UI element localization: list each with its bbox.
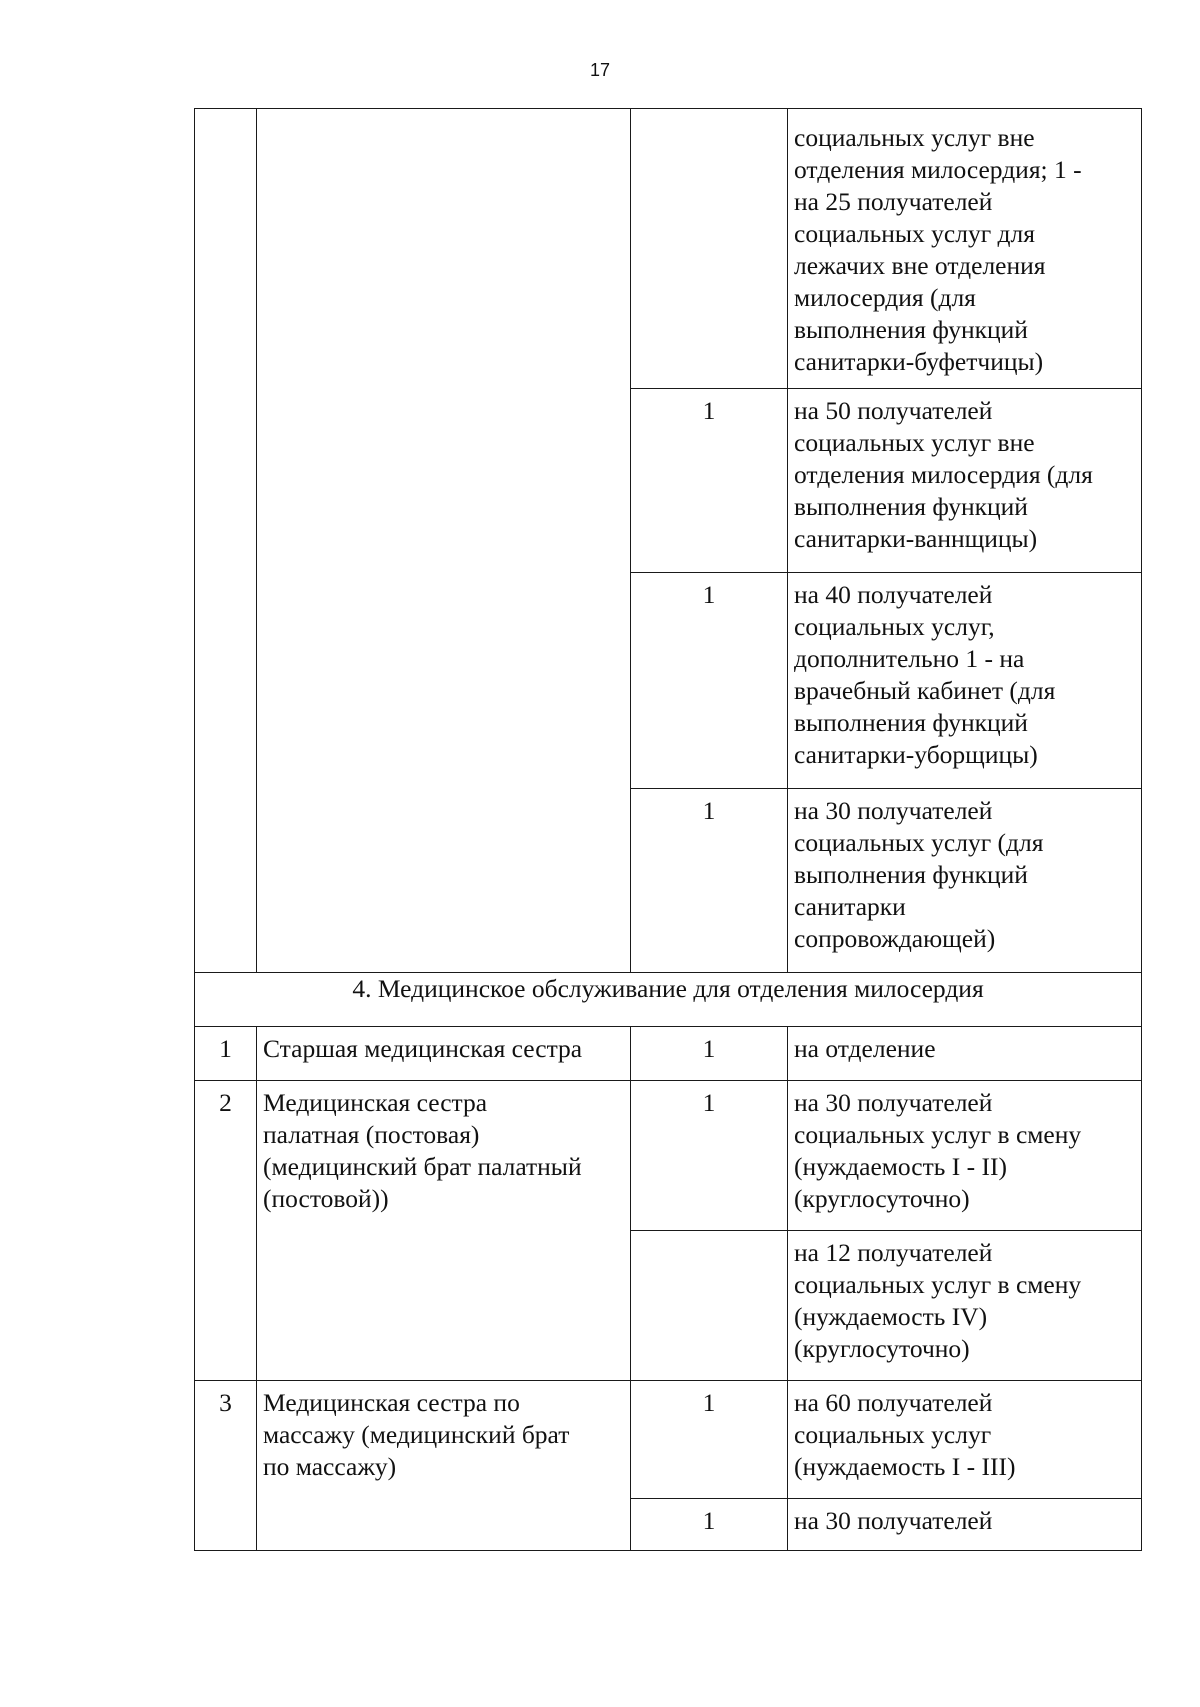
number-cell xyxy=(195,109,257,973)
table-row xyxy=(195,1027,1142,1081)
norm-cell: на 30 получателей социальных услуг в смену (нуждаемость I - II) (круглосуточно) xyxy=(788,1081,1142,1231)
page-number: 17 xyxy=(589,60,611,80)
quantity-cell: 1 xyxy=(631,389,788,573)
quantity-cell xyxy=(631,1231,788,1381)
section-row xyxy=(195,973,1142,1027)
quantity-cell: 1 xyxy=(631,1381,788,1499)
norm-cell: на 30 получателей социальных услуг (для выполнения функций санитарки сопровождающей) xyxy=(788,789,1142,973)
table-row xyxy=(195,1381,1142,1499)
quantity-cell: 1 xyxy=(631,1499,788,1551)
quantity-cell xyxy=(631,109,788,389)
norm-cell: на 40 получателей социальных услуг, дополнительно 1 - на врачебный кабинет (для выполнения функций санитарки-уборщицы) xyxy=(788,573,1142,789)
number-cell: 3 xyxy=(195,1381,257,1551)
section-title: 4. Медицинское обслуживание для отделения милосердия xyxy=(195,973,1142,1027)
norm-cell: на 60 получателей социальных услуг (нуждаемость I - III) xyxy=(788,1381,1142,1499)
position-cell xyxy=(257,109,631,973)
quantity-cell: 1 xyxy=(631,573,788,789)
norm-cell: на 50 получателей социальных услуг вне отделения милосердия (для выполнения функций санитарки-ваннщицы) xyxy=(788,389,1142,573)
position-cell: Медицинская сестра палатная (постовая) (медицинский брат палатный (постовой)) xyxy=(257,1081,631,1381)
norm-cell: социальных услуг вне отделения милосердия; 1 - на 25 получателей социальных услуг для лежачих вне отделения милосердия (для выполнения функций санитарки-буфетчицы) xyxy=(788,109,1142,389)
norm-cell: на отделение xyxy=(788,1027,1142,1081)
position-cell: Старшая медицинская сестра xyxy=(257,1027,631,1081)
norm-cell: на 12 получателей социальных услуг в смену (нуждаемость IV) (круглосуточно) xyxy=(788,1231,1142,1381)
quantity-cell: 1 xyxy=(631,789,788,973)
quantity-cell: 1 xyxy=(631,1081,788,1231)
table-row xyxy=(195,1081,1142,1231)
norm-cell: на 30 получателей xyxy=(788,1499,1142,1551)
position-cell: Медицинская сестра по массажу (медицинский брат по массажу) xyxy=(257,1381,631,1551)
quantity-cell: 1 xyxy=(631,1027,788,1081)
table-row xyxy=(195,109,1142,389)
number-cell: 2 xyxy=(195,1081,257,1381)
number-cell: 1 xyxy=(195,1027,257,1081)
staffing-table xyxy=(194,108,1142,1551)
